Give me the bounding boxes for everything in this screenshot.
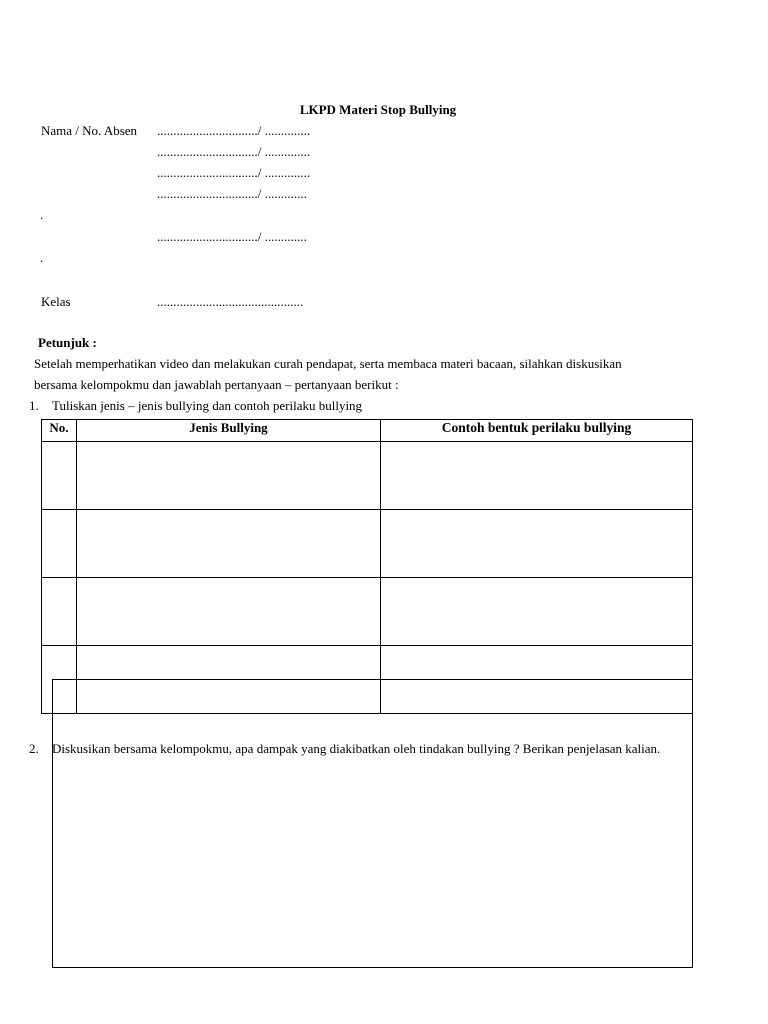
dot-marker: . <box>40 207 44 222</box>
header-contoh-perilaku: Contoh bentuk perilaku bullying <box>381 420 693 442</box>
cell-no[interactable] <box>42 442 77 510</box>
cell-contoh[interactable] <box>381 442 693 510</box>
name-line-1: .............................../ .............. <box>157 123 311 138</box>
name-line-4: .............................../ ............. <box>157 186 307 201</box>
name-line-5: .............................../ ............. <box>157 229 307 244</box>
cell-contoh[interactable] <box>381 510 693 578</box>
class-label: Kelas <box>41 294 71 309</box>
question-2-text: Diskusikan bersama kelompokmu, apa dampak yang diakibatkan oleh tindakan bullying ? Berikan penjelasan kalian. <box>52 741 661 756</box>
header-jenis-bullying: Jenis Bullying <box>77 420 381 442</box>
table-row <box>42 510 693 578</box>
table-header-row <box>42 420 693 442</box>
name-label: Nama / No. Absen <box>41 123 138 138</box>
class-line: ............................................. <box>157 294 304 309</box>
header-no: No. <box>42 420 77 442</box>
name-line-3: .............................../ .............. <box>157 165 311 180</box>
bullying-table <box>41 419 693 714</box>
name-line-2: .............................../ .............. <box>157 144 311 159</box>
cell-jenis[interactable] <box>77 442 381 510</box>
page-title: LKPD Materi Stop Bullying <box>299 102 457 117</box>
cell-jenis[interactable] <box>77 510 381 578</box>
answer-box-question-2[interactable] <box>52 679 693 968</box>
cell-jenis[interactable] <box>77 578 381 646</box>
question-2-number: 2. <box>29 741 39 756</box>
instructions-heading: Petunjuk : <box>38 335 97 350</box>
table-row <box>42 442 693 510</box>
instructions-line-2: bersama kelompokmu dan jawablah pertanyaan – pertanyaan berikut : <box>34 377 399 392</box>
dot-marker: . <box>40 250 44 265</box>
instructions-line-1: Setelah memperhatikan video dan melakukan curah pendapat, serta membaca materi bacaan, silahkan diskusikan <box>34 356 622 371</box>
cell-contoh[interactable] <box>381 578 693 646</box>
question-1-text: Tuliskan jenis – jenis bullying dan contoh perilaku bullying <box>52 398 363 413</box>
cell-no[interactable] <box>42 578 77 646</box>
table-row <box>42 578 693 646</box>
question-1-number: 1. <box>29 398 39 413</box>
cell-no[interactable] <box>42 510 77 578</box>
